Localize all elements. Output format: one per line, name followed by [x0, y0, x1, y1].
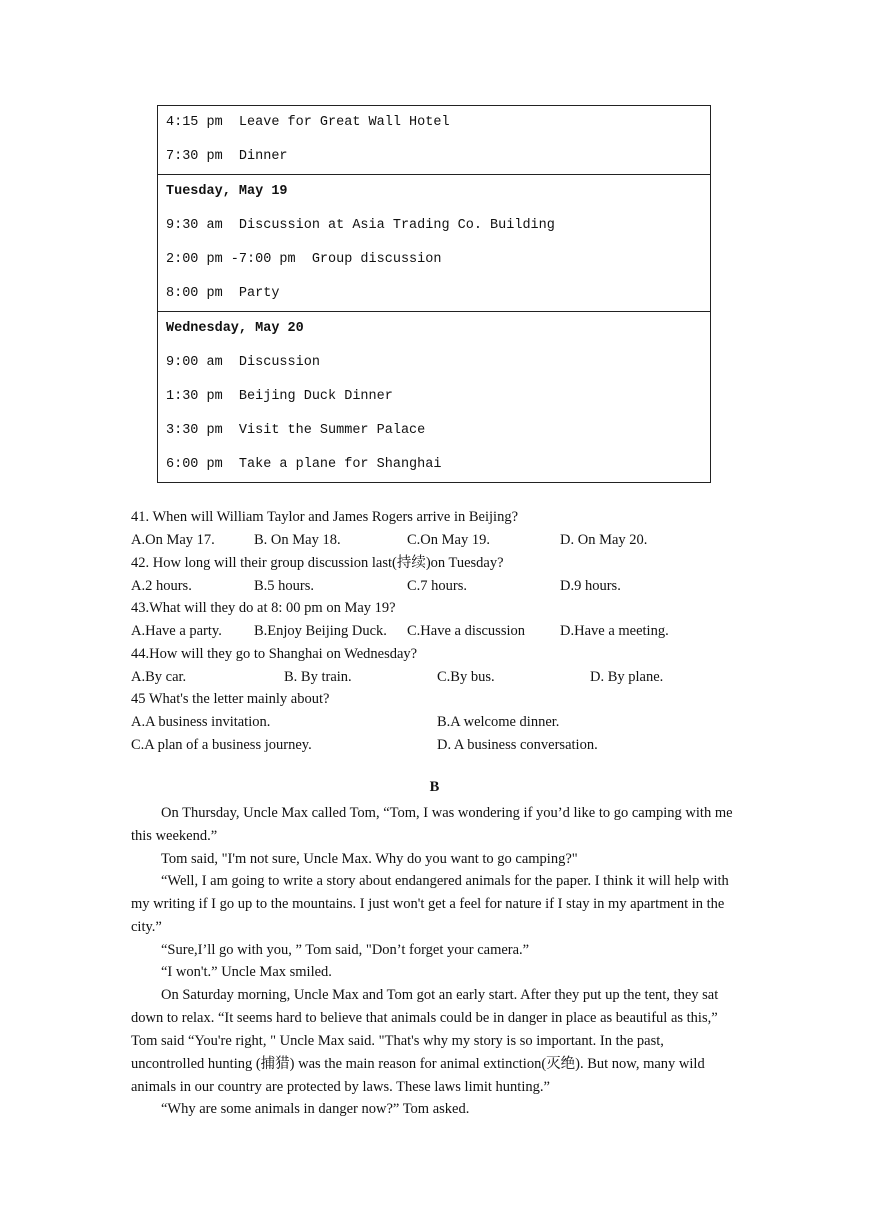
option-44-c: C.By bus. — [437, 669, 495, 685]
question-44: 44.How will they go to Shanghai on Wednesday? — [131, 646, 418, 662]
schedule-day-heading: Wednesday, May 20 — [166, 321, 304, 336]
passage-paragraph: Tom said, "I'm not sure, Uncle Max. Why do you want to go camping?" — [161, 851, 578, 867]
option-45-d: D. A business conversation. — [437, 737, 598, 753]
schedule-row: 3:30 pm Visit the Summer Palace — [166, 423, 426, 438]
section-title: B — [429, 779, 440, 795]
schedule-row: 1:30 pm Beijing Duck Dinner — [166, 389, 393, 404]
schedule-section-monday — [158, 106, 710, 174]
schedule-row: 8:00 pm Party — [166, 286, 280, 301]
question-45: 45 What's the letter mainly about? — [131, 691, 330, 707]
option-41-c: C.On May 19. — [407, 532, 490, 548]
option-42-c: C.7 hours. — [407, 578, 468, 594]
question-43: 43.What will they do at 8: 00 pm on May 19? — [131, 600, 396, 616]
passage-paragraph: On Thursday, Uncle Max called Tom, “Tom, I was wondering if you’d like to go camping with me this weekend.” — [131, 805, 733, 844]
schedule-table — [157, 105, 711, 483]
passage-paragraph: “Why are some animals in danger now?” Tom asked. — [161, 1101, 470, 1117]
option-43-d: D.Have a meeting. — [560, 623, 669, 639]
schedule-row: 4:15 pm Leave for Great Wall Hotel — [166, 115, 450, 130]
schedule-row: 9:00 am Discussion — [166, 355, 320, 370]
option-43-b: B.Enjoy Beijing Duck. — [254, 623, 387, 639]
option-41-a: A.On May 17. — [131, 532, 215, 548]
option-45-b: B.A welcome dinner. — [437, 714, 560, 730]
option-42-d: D.9 hours. — [560, 578, 621, 594]
passage-paragraph: “Sure,I’ll go with you, ” Tom said, "Don’t forget your camera.” — [161, 942, 530, 958]
option-44-a: A.By car. — [131, 669, 187, 685]
question-42: 42. How long will their group discussion last(持续)on Tuesday? — [131, 555, 504, 571]
option-43-a: A.Have a party. — [131, 623, 222, 639]
option-41-b: B. On May 18. — [254, 532, 341, 548]
option-42-b: B.5 hours. — [254, 578, 315, 594]
option-43-c: C.Have a discussion — [407, 623, 525, 639]
option-45-c: C.A plan of a business journey. — [131, 737, 312, 753]
schedule-row: 9:30 am Discussion at Asia Trading Co. Building — [166, 218, 555, 233]
schedule-row: 7:30 pm Dinner — [166, 149, 288, 164]
passage-paragraph: “Well, I am going to write a story about endangered animals for the paper. I think it will help with my writing if I go up to the mountains. I just won't get a feel for nature if I stay in my apartment in the city.” — [131, 873, 729, 935]
option-45-a: A.A business invitation. — [131, 714, 271, 730]
option-44-d: D. By plane. — [590, 669, 664, 685]
passage-paragraph: On Saturday morning, Uncle Max and Tom got an early start. After they put up the tent, they sat down to relax. “It seems hard to believe that animals could be in danger in place as beautiful as this,” Tom said “You're right, " Uncle Max said. "That's why my story is so important. In the past, uncontrolled hunting (捕猎) was the main reason for animal extinction(灭绝). But now, many wild animals in our country are protected by laws. These laws limit hunting.” — [131, 987, 719, 1095]
option-41-d: D. On May 20. — [560, 532, 648, 548]
question-41: 41. When will William Taylor and James Rogers arrive in Beijing? — [131, 509, 519, 525]
schedule-section-tuesday — [158, 174, 710, 311]
passage-paragraph: “I won't.” Uncle Max smiled. — [161, 964, 332, 980]
schedule-day-heading: Tuesday, May 19 — [166, 184, 288, 199]
schedule-section-wednesday — [158, 311, 710, 482]
option-42-a: A.2 hours. — [131, 578, 192, 594]
schedule-row: 6:00 pm Take a plane for Shanghai — [166, 457, 442, 472]
schedule-row: 2:00 pm -7:00 pm Group discussion — [166, 252, 442, 267]
option-44-b: B. By train. — [284, 669, 352, 685]
